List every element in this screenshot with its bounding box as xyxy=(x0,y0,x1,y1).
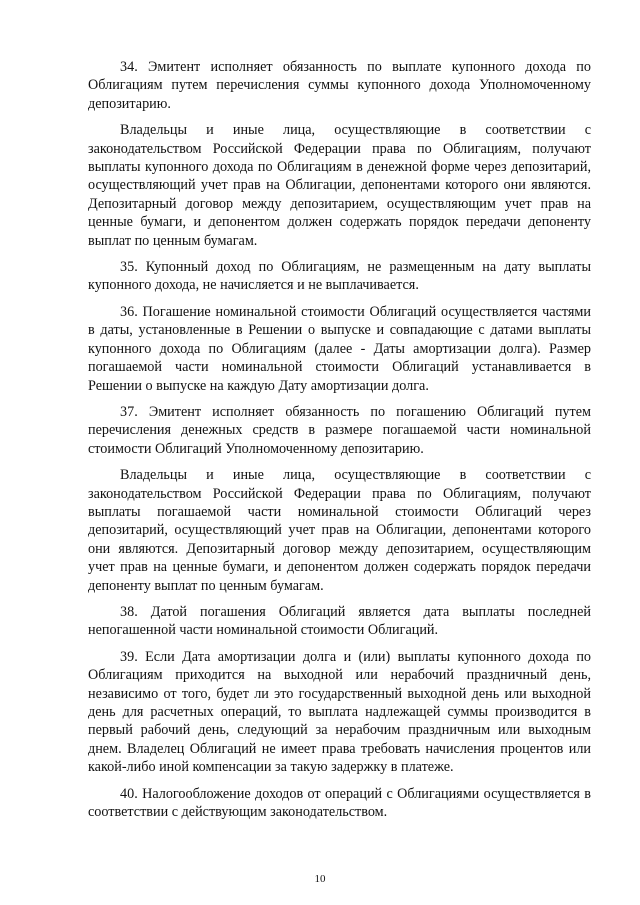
page-number: 10 xyxy=(314,873,326,885)
paragraph-35: 35. Купонный доход по Облигациям, не размещенным на дату выплаты купонного дохода, не начисляется и не выплачивается. xyxy=(88,259,591,294)
paragraph-37-owners: Владельцы и иные лица, осуществляющие в соответствии с законодательством Российской Федерации права по Облигациям, получают выплаты погашаемой части номинальной стоимости Облигаций через депозитарий, осуществляющий учет прав на Облигации, депонентами которого они являются. Депозитарный договор между депозитарием, осуществляющим учет прав на ценные бумаги, и депонентом должен содержать порядок передачи депоненту выплат по ценным бумагам. xyxy=(88,467,591,594)
paragraph-34: 34. Эмитент исполняет обязанность по выплате купонного дохода по Облигациям путем перечисления суммы купонного дохода Уполномоченному депозитарию. xyxy=(88,59,591,112)
paragraph-36: 36. Погашение номинальной стоимости Облигаций осуществляется частями в даты, установленные в Решении о выпуске и совпадающие с датами выплаты купонного дохода по Облигациям (далее - Даты амортизации долга). Размер погашаемой части номинальной стоимости Облигаций устанавливается в Решении о выпуске на каждую Дату амортизации долга. xyxy=(88,303,591,394)
paragraph-37: 37. Эмитент исполняет обязанность по погашению Облигаций путем перечисления денежных средств в размере погашаемой части номинальной стоимости Облигаций Уполномоченному депозитарию. xyxy=(88,403,591,457)
paragraph-40: 40. Налогообложение доходов от операций с Облигациями осуществляется в соответствии с действующим законодательством. xyxy=(88,785,591,821)
paragraph-38: 38. Датой погашения Облигаций является дата выплаты последней непогашенной части номинальной стоимости Облигаций. xyxy=(88,603,591,639)
paragraph-34-owners: Владельцы и иные лица, осуществляющие в соответствии с законодательством Российской Федерации права по Облигациям, получают выплаты купонного дохода по Облигациям в денежной форме через депозитарий, осуществляющий учет прав на Облигации, депонентами которого они являются. Депозитарный договор между депозитарием, осуществляющим учет прав на ценные бумаги, и депонентом должен содержать порядок передачи депоненту выплат по ценным бумагам. xyxy=(88,122,591,249)
document-body xyxy=(88,58,591,829)
paragraph-39: 39. Если Дата амортизации долга и (или) выплаты купонного дохода по Облигациям приходится на выходной или нерабочий праздничный день, независимо от того, будет ли это государственный выходной день или выходной день для расчетных операций, то выплата надлежащей суммы производится в первый рабочий день, следующий за нерабочим праздничным или выходным днем. Владелец Облигаций не имеет права требовать начисления процентов или какой-либо иной компенсации за такую задержку в платеже. xyxy=(88,648,591,776)
